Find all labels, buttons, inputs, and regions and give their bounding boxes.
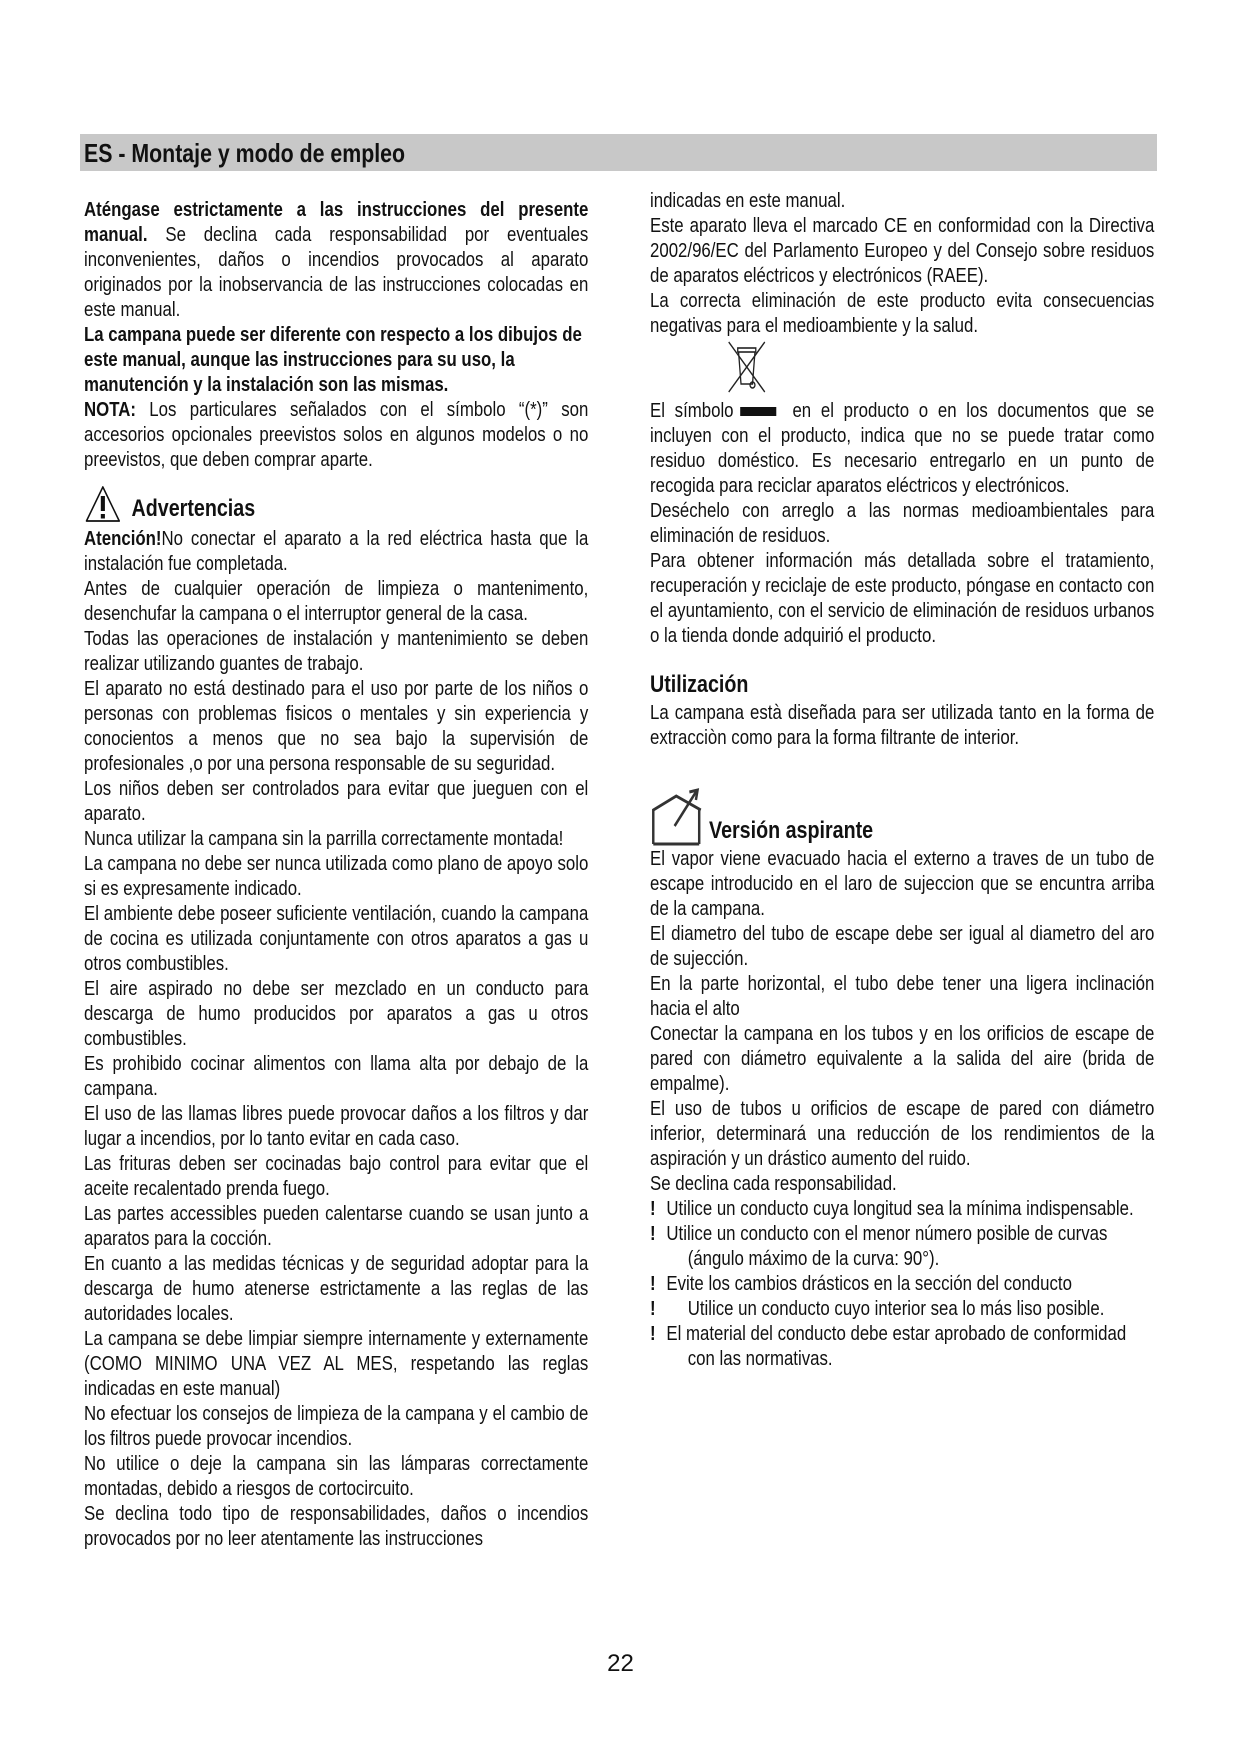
bullet-text: Utilice un conducto con el menor número posible de curvas (ángulo máximo de la curva: 90°). <box>666 1222 1108 1270</box>
right-column-top <box>650 188 1154 648</box>
paragraph-text: Los niños deben ser controlados para evitar que jueguen con el aparato. <box>84 777 589 825</box>
paragraph-text: No conectar el aparato a la red eléctrica hasta que la instalación fue completada. <box>84 527 589 575</box>
aspirante-paragraphs <box>650 846 1154 1196</box>
exclamation-bullet-icon: ! <box>650 1222 656 1245</box>
paragraph-text: Se declina cada responsabilidad por eventuales inconvenientes, daños o incendios provocados al aparato originados por la inobservancia de las instrucciones colocadas en este manual. <box>84 223 589 321</box>
warning-paragraph <box>84 1251 588 1326</box>
aspirante-section <box>650 786 1154 1371</box>
bullet-text: Utilice un conducto cuya longitud sea la mínima indispensable. <box>666 1197 1134 1220</box>
bullet-item <box>650 1196 1154 1221</box>
black-bar-symbol <box>740 407 776 416</box>
aspirante-heading <box>650 786 1154 846</box>
warnings-heading <box>84 484 588 524</box>
crossed-bin-icon <box>725 338 768 396</box>
warning-paragraph <box>84 776 588 826</box>
utilizacion-text: La campana està diseñada para ser utilizada tanto en la forma de extracciòn como para la forma filtrante de interior. <box>650 701 1155 749</box>
paragraph-text: Nunca utilizar la campana sin la parrilla correctamente montada! <box>84 827 564 850</box>
bold-lead: NOTA: <box>84 398 136 421</box>
utilizacion-section <box>650 670 1154 750</box>
paragraph-text: En cuanto a las medidas técnicas y de seguridad adoptar para la descarga de humo atenerse estrictamente a las reglas de las autoridades locales. <box>84 1252 589 1325</box>
symbol-text-before: El símbolo <box>650 399 734 422</box>
symbol-text-after: en el producto o en los documentos que se incluyen con el producto, indica que no se puede tratar como residuo doméstico. Es necesario entregarlo en un punto de recogida para reciclar aparatos eléctricos y electrónicos. <box>650 399 1155 497</box>
weee-paragraph: indicadas en este manual. <box>650 189 846 212</box>
warning-paragraph <box>84 1401 588 1451</box>
intro-paragraph <box>84 397 588 472</box>
warning-paragraph <box>84 976 588 1051</box>
aspirante-paragraph: El diametro del tubo de escape debe ser igual al diametro del aro de sujección. <box>650 922 1155 970</box>
bullet-item <box>650 1271 1154 1296</box>
aspirante-paragraph: Conectar la campana en los tubos y en los orificios de escape de pared con diámetro equivalente a la salida del aire (brida de empalme). <box>650 1022 1155 1095</box>
weee-icon-wrap <box>650 338 1154 398</box>
paragraph-text: El ambiente debe poseer suficiente ventilación, cuando la campana de cocina es utilizada conjuntamente con otros aparatos a gas u otros combustibles. <box>84 902 589 975</box>
exclamation-bullet-icon: ! <box>650 1297 656 1320</box>
warning-paragraph <box>84 1101 588 1151</box>
house-vent-icon <box>650 786 706 846</box>
paragraph-text: No utilice o deje la campana sin las lámparas correctamente montadas, debido a riesgos de cortocircuito. <box>84 1452 589 1500</box>
bold-lead: Aténgase estrictamente a las instrucciones del presente manual. <box>84 198 589 246</box>
utilizacion-heading: Utilización <box>650 671 749 698</box>
bullet-item <box>650 1221 1154 1271</box>
aspirante-paragraph: El uso de tubos u orificios de escape de pared con diámetro inferior, determinará una reducción de los rendimientos de la aspiración y un drástico aumento del ruido. <box>650 1097 1155 1170</box>
paragraph-text: No efectuar los consejos de limpieza de la campana y el cambio de los filtros puede provocar incendios. <box>84 1402 589 1450</box>
warnings-list <box>84 526 588 1551</box>
weee-paragraph: La correcta eliminación de este producto evita consecuencias negativas para el medioambiente y la salud. <box>650 289 1155 337</box>
warning-paragraph <box>84 1326 588 1401</box>
warnings-heading-text: Advertencias <box>131 495 256 522</box>
warning-triangle-icon <box>84 484 122 524</box>
bullet-text: Evite los cambios drásticos en la sección del conducto <box>666 1272 1072 1295</box>
warning-paragraph <box>84 576 588 626</box>
disposal-paragraph: Para obtener información más detallada sobre el tratamiento, recuperación y reciclaje de este producto, póngase en contacto con el ayuntamiento, con el servicio de eliminación de residuos urbanos o la tienda donde adquirió el producto. <box>650 549 1155 647</box>
paragraph-text: Las frituras deben ser cocinadas bajo control para evitar que el aceite recalentado prenda fuego. <box>84 1152 589 1200</box>
paragraph-text: Antes de cualquier operación de limpieza o mantenimento, desenchufar la campana o el interruptor general de la casa. <box>84 577 589 625</box>
paragraph-text: Todas las operaciones de instalación y mantenimiento se deben realizar utilizando guantes de trabajo. <box>84 627 589 675</box>
warning-paragraph <box>84 1201 588 1251</box>
paragraph-text: Los particulares señalados con el símbolo “(*)” son accesorios opcionales preevistos solos en algunos modelos o no preevistos, que deben comprar aparte. <box>84 398 589 471</box>
warning-paragraph <box>84 1451 588 1501</box>
warning-paragraph <box>84 626 588 676</box>
duct-recommendations <box>650 1196 1154 1371</box>
paragraph-text: La campana no debe ser nunca utilizada como plano de apoyo solo si es expresamente indicado. <box>84 852 589 900</box>
exclamation-bullet-icon: ! <box>650 1322 656 1345</box>
disposal-paragraph: Deséchelo con arreglo a las normas medioambientales para eliminación de residuos. <box>650 499 1155 547</box>
warning-paragraph <box>84 901 588 976</box>
aspirante-heading-text: Versión aspirante <box>709 817 874 844</box>
bullet-item <box>650 1321 1154 1371</box>
section-header <box>80 134 1157 171</box>
paragraph-text: El aire aspirado no debe ser mezclado en un conducto para descarga de humo producidos por aparatos a gas u otros combustibles. <box>84 977 589 1050</box>
aspirante-paragraph: El vapor viene evacuado hacia el externo a traves de un tubo de escape introducido en el laro de sujeccion que se encuntra arriba de la campana. <box>650 847 1155 920</box>
paragraph-text: Se declina todo tipo de responsabilidades, daños o incendios provocados por no leer atentamente las instrucciones <box>84 1502 589 1550</box>
intro-paragraph <box>84 197 588 322</box>
aspirante-paragraph: Se declina cada responsabilidad. <box>650 1172 897 1195</box>
aspirante-paragraph: En la parte horizontal, el tubo debe tener una ligera inclinación hacia el alto <box>650 972 1155 1020</box>
intro-paragraphs <box>84 197 588 472</box>
bullet-item <box>650 1296 1154 1321</box>
paragraph-text: Es prohibido cocinar alimentos con llama alta por debajo de la campana. <box>84 1052 589 1100</box>
warning-paragraph <box>84 826 588 851</box>
warning-paragraph <box>84 526 588 576</box>
section-title: ES - Montaje y modo de empleo <box>84 138 406 168</box>
weee-paragraphs <box>650 188 1154 338</box>
warning-paragraph <box>84 851 588 901</box>
warning-paragraph <box>84 676 588 776</box>
bullet-text: El material del conducto debe estar aprobado de conformidad con las normativas. <box>666 1322 1127 1370</box>
paragraph-text: Las partes accessibles pueden calentarse cuando se usan junto a aparatos para la cocción. <box>84 1202 589 1250</box>
weee-paragraph: Este aparato lleva el marcado CE en conformidad con la Directiva 2002/96/EC del Parlamento Europeo y del Consejo sobre residuos de aparatos eléctricos y electrónicos (RAEE). <box>650 214 1155 287</box>
left-column <box>84 197 588 1551</box>
intro-paragraph <box>84 322 588 397</box>
page-number: 22 <box>607 1650 634 1677</box>
paragraph-text: El uso de las llamas libres puede provocar daños a los filtros y dar lugar a incendios, por lo tanto evitar en cada caso. <box>84 1102 589 1150</box>
bold-lead: Atención! <box>84 527 162 550</box>
warning-paragraph <box>84 1151 588 1201</box>
exclamation-bullet-icon: ! <box>650 1272 656 1295</box>
paragraph-text: La campana se debe limpiar siempre internamente y externamente (COMO MINIMO UNA VEZ AL MES, respetando las reglas indicadas en este manual) <box>84 1327 589 1400</box>
bullet-text: Utilice un conducto cuyo interior sea lo más liso posible. <box>687 1297 1105 1320</box>
weee-symbol-paragraph <box>650 398 1154 498</box>
warning-paragraph <box>84 1051 588 1101</box>
paragraph-text: El aparato no está destinado para el uso por parte de los niños o personas con problemas fisicos o mentales y sin experiencia y conocientos a menos que no sea bajo la supervisión de profesionales ,o por una persona responsable de su seguridad. <box>84 677 589 775</box>
bold-lead: La campana puede ser diferente con respecto a los dibujos de este manual, aunque las instrucciones para su uso, la manutención y la instalación son las mismas. <box>84 323 582 396</box>
exclamation-bullet-icon: ! <box>650 1197 656 1220</box>
disposal-paragraphs <box>650 498 1154 648</box>
warning-paragraph <box>84 1501 588 1551</box>
